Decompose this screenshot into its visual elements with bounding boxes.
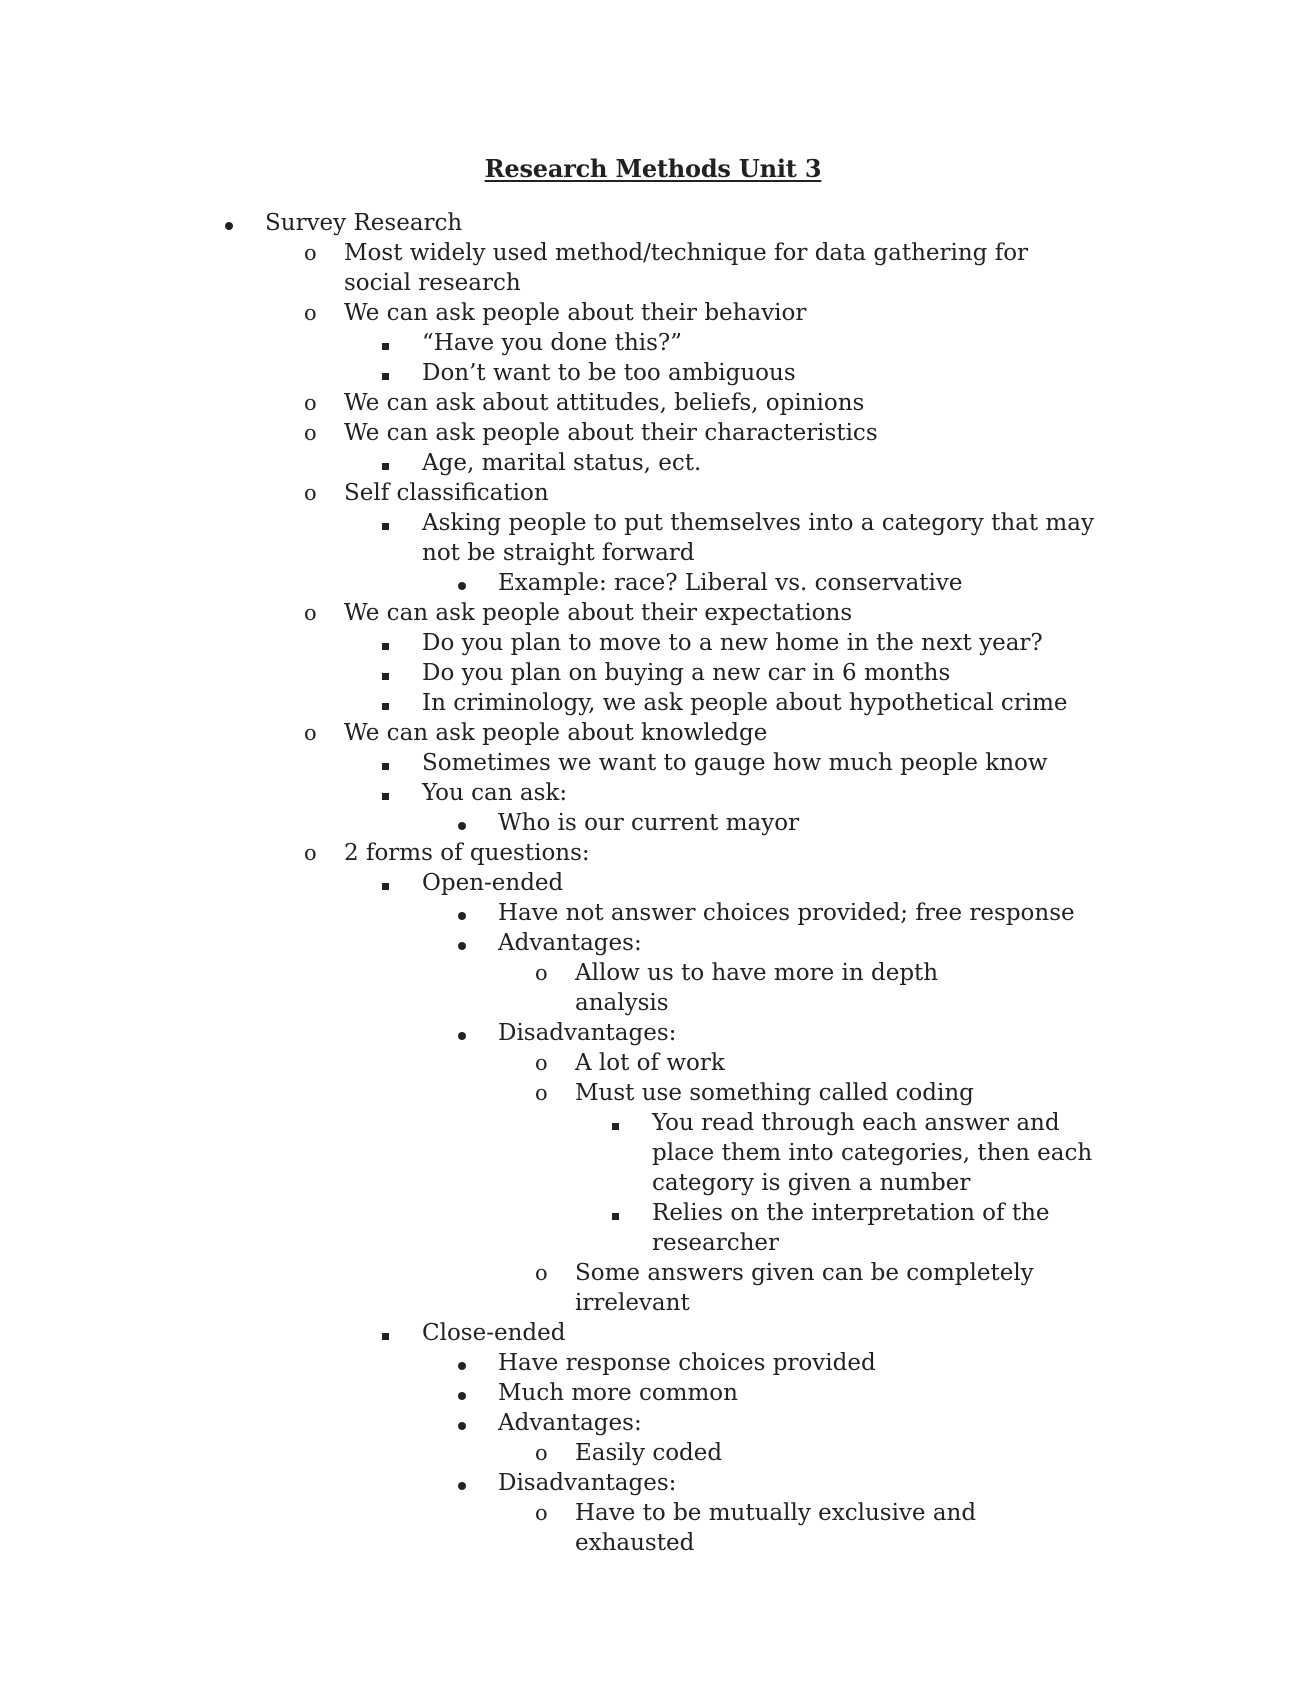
outline-item-text: Close-ended xyxy=(422,1320,566,1346)
outline-item xyxy=(0,1468,1306,1498)
outline-item-text: You read through each answer and place them into categories, then each category is given a number xyxy=(652,1110,1093,1196)
bullet-square-icon xyxy=(612,1108,652,1138)
bullet-square-icon xyxy=(612,1198,652,1228)
outline-item xyxy=(0,478,1306,508)
outline-item-text: We can ask people about knowledge xyxy=(344,720,768,746)
outline-item xyxy=(0,1198,1306,1258)
outline-item-text: We can ask people about their expectations xyxy=(344,600,853,626)
outline-item xyxy=(0,868,1306,898)
outline-item-text: We can ask about attitudes, beliefs, opinions xyxy=(344,390,865,416)
outline-item-text: Easily coded xyxy=(575,1440,723,1466)
outline-item-text: Who is our current mayor xyxy=(498,810,800,836)
bullet-square-icon xyxy=(382,868,422,898)
outline-item xyxy=(0,958,1306,1018)
outline-item xyxy=(0,238,1306,298)
bullet-circle-icon: o xyxy=(304,421,317,445)
outline-item xyxy=(0,928,1306,958)
bullet-square-icon xyxy=(382,688,422,718)
outline-item-text: Do you plan on buying a new car in 6 months xyxy=(422,660,951,686)
bullet-disc-icon xyxy=(458,1378,498,1408)
bullet-circle-icon: o xyxy=(535,1441,548,1465)
outline-item-text: Don’t want to be too ambiguous xyxy=(422,360,796,386)
bullet-circle-icon: o xyxy=(304,601,317,625)
bullet-square-icon xyxy=(382,628,422,658)
outline-item-text: Example: race? Liberal vs. conservative xyxy=(498,570,963,596)
bullet-circle-icon: o xyxy=(535,1081,548,1105)
outline-item xyxy=(0,508,1306,568)
bullet-square-icon xyxy=(382,1318,422,1348)
bullet-square-icon xyxy=(382,778,422,808)
bullet-square-icon xyxy=(382,658,422,688)
outline-item-text: Do you plan to move to a new home in the next year? xyxy=(422,630,1043,656)
outline-item-text: Have not answer choices provided; free response xyxy=(498,900,1075,926)
outline-item-text: Self classification xyxy=(344,480,549,506)
outline-item-text: Sometimes we want to gauge how much people know xyxy=(422,750,1048,776)
outline-item xyxy=(0,688,1306,718)
bullet-circle-icon: o xyxy=(304,391,317,415)
outline-item xyxy=(0,898,1306,928)
outline-item xyxy=(0,1258,1306,1318)
outline-item xyxy=(0,1078,1306,1108)
outline-item-text: Have response choices provided xyxy=(498,1350,876,1376)
outline-item-text: Open-ended xyxy=(422,870,564,896)
outline-item xyxy=(0,418,1306,448)
bullet-disc-icon xyxy=(458,808,498,838)
outline-item xyxy=(0,1438,1306,1468)
outline-item-text: Some answers given can be completely irrelevant xyxy=(575,1260,1034,1316)
outline-item xyxy=(0,298,1306,328)
bullet-circle-icon: o xyxy=(304,841,317,865)
outline-item xyxy=(0,658,1306,688)
bullet-circle-icon: o xyxy=(304,241,317,265)
outline-item-text: Survey Research xyxy=(265,210,463,236)
outline-item xyxy=(0,1318,1306,1348)
outline-item xyxy=(0,748,1306,778)
outline-item xyxy=(0,358,1306,388)
outline-item xyxy=(0,778,1306,808)
outline-item-text: “Have you done this?” xyxy=(422,330,683,356)
bullet-circle-icon: o xyxy=(304,301,317,325)
outline-item-text: In criminology, we ask people about hypothetical crime xyxy=(422,690,1068,716)
outline-item xyxy=(0,718,1306,748)
bullet-circle-icon: o xyxy=(535,961,548,985)
bullet-disc-icon xyxy=(458,568,498,598)
outline-item-text: Allow us to have more in depth analysis xyxy=(575,960,939,1016)
outline-item xyxy=(0,1498,1306,1558)
bullet-disc-icon xyxy=(458,928,498,958)
document-title: Research Methods Unit 3 xyxy=(484,154,822,183)
outline-item xyxy=(0,808,1306,838)
bullet-disc-icon xyxy=(225,208,265,238)
outline-item-text: You can ask: xyxy=(422,780,568,806)
outline-item xyxy=(0,598,1306,628)
bullet-square-icon xyxy=(382,748,422,778)
outline-item xyxy=(0,568,1306,598)
outline-item xyxy=(0,838,1306,868)
outline-item xyxy=(0,1348,1306,1378)
outline-item-text: Asking people to put themselves into a category that may not be straight forward xyxy=(422,510,1094,566)
bullet-disc-icon xyxy=(458,1018,498,1048)
bullet-circle-icon: o xyxy=(304,721,317,745)
outline-item-text: Relies on the interpretation of the researcher xyxy=(652,1200,1050,1256)
outline-item xyxy=(0,628,1306,658)
outline-item-text: We can ask people about their characteristics xyxy=(344,420,878,446)
outline-item-text: Disadvantages: xyxy=(498,1020,677,1046)
outline-item xyxy=(0,388,1306,418)
outline-item-text: 2 forms of questions: xyxy=(344,840,590,866)
bullet-square-icon xyxy=(382,358,422,388)
outline-item-text: Disadvantages: xyxy=(498,1470,677,1496)
bullet-circle-icon: o xyxy=(304,481,317,505)
outline-item-text: Have to be mutually exclusive and exhausted xyxy=(575,1500,977,1556)
outline-item-text: Much more common xyxy=(498,1380,738,1406)
bullet-disc-icon xyxy=(458,1348,498,1378)
outline-list xyxy=(0,208,1306,1558)
outline-item xyxy=(0,1378,1306,1408)
bullet-circle-icon: o xyxy=(535,1501,548,1525)
bullet-disc-icon xyxy=(458,898,498,928)
outline-item-text: Age, marital status, ect. xyxy=(422,450,702,476)
outline-item xyxy=(0,1108,1306,1198)
outline-item xyxy=(0,328,1306,358)
outline-item xyxy=(0,1018,1306,1048)
outline-item xyxy=(0,1408,1306,1438)
bullet-square-icon xyxy=(382,508,422,538)
bullet-disc-icon xyxy=(458,1408,498,1438)
bullet-circle-icon: o xyxy=(535,1051,548,1075)
bullet-circle-icon: o xyxy=(535,1261,548,1285)
outline-item xyxy=(0,208,1306,238)
outline-item-text: Advantages: xyxy=(498,1410,642,1436)
outline-item-text: We can ask people about their behavior xyxy=(344,300,807,326)
outline-item-text: Most widely used method/technique for data gathering for social research xyxy=(344,240,1029,296)
outline-item-text: Advantages: xyxy=(498,930,642,956)
bullet-square-icon xyxy=(382,448,422,478)
outline-item xyxy=(0,1048,1306,1078)
outline-item xyxy=(0,448,1306,478)
bullet-square-icon xyxy=(382,328,422,358)
outline-item-text: Must use something called coding xyxy=(575,1080,974,1106)
bullet-disc-icon xyxy=(458,1468,498,1498)
outline-item-text: A lot of work xyxy=(575,1050,725,1076)
